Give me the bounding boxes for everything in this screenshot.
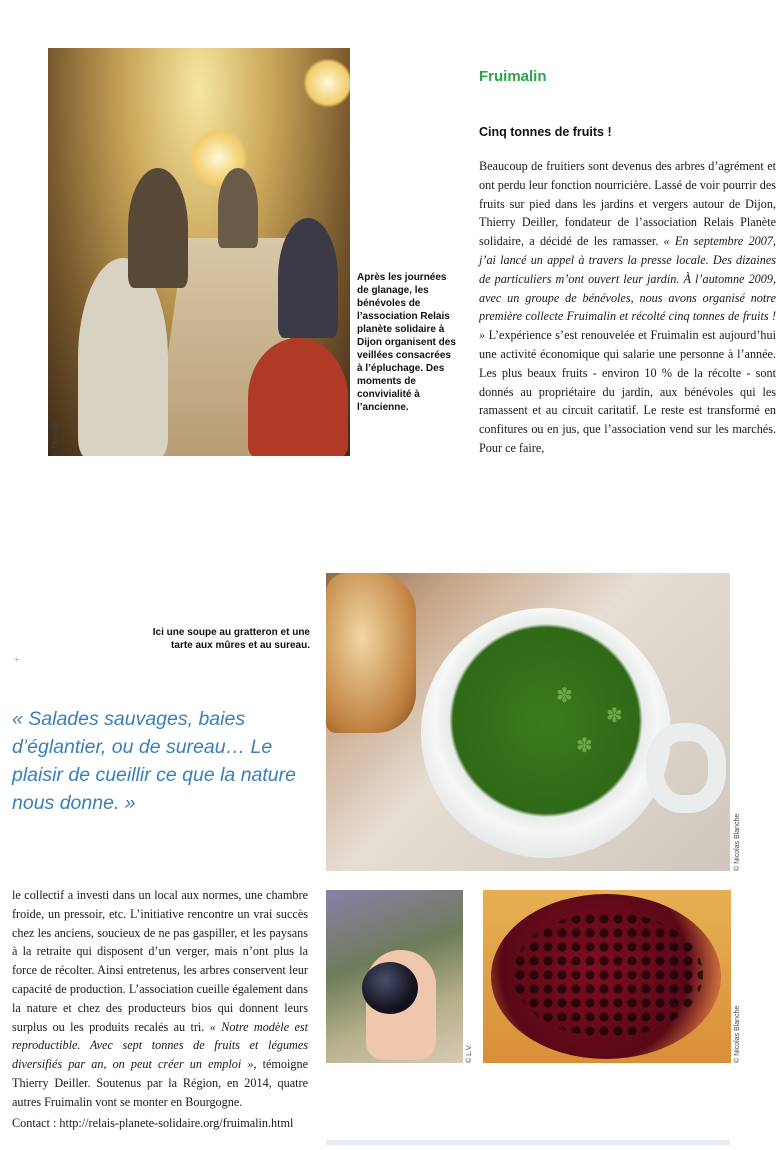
photo-caption-soup: Ici une soupe au gratteron et une tarte aux mûres et au sureau. [152, 627, 310, 651]
decorative-mark: + [14, 655, 20, 666]
cup-handle [646, 723, 726, 813]
photo-credit: © Nicolas Blanche [734, 1005, 741, 1063]
lamp-glow [303, 58, 350, 108]
photo-soup [326, 573, 730, 871]
person [278, 218, 338, 338]
blackberry [362, 962, 418, 1014]
photo-caption-kitchen: Après les journées de glanage, les bénévoles de l’association Relais planète solidaire à Dijon organisent des veillées consacrées à l’épluchage. Des moments de convivialité à l’ancienne. [357, 272, 456, 413]
section-title: Fruimalin [479, 68, 547, 85]
article-column-1 [479, 157, 776, 458]
divider [326, 1140, 730, 1145]
herb: ✽ [576, 735, 593, 757]
photo-volunteers-peeling [48, 48, 350, 456]
person [128, 168, 188, 288]
bread [326, 573, 416, 733]
pull-quote: « Salades sauvages, baies d’églantier, ou de sureau… Le plaisir de cueillir ce que la nature nous donne. » [12, 708, 296, 814]
photo-credit: © L.V. [466, 1044, 473, 1063]
berries-on-tart [513, 912, 703, 1037]
paragraph: Beaucoup de fruitiers sont devenus des arbres d’agrément et ont perdu leur fonction nourricière. Lassé de voir pourrir des fruits sur pied dans les jardins et vergers autour de Dijon, Thierry Deiller, fondateur de l’association Relais Planète solidaire, a décidé de les ramasser. [479, 159, 776, 249]
paragraph: témoigne Thierry Deiller. Soutenus par la Région, en 2014, quatre autres Fruimalin vont se monter en Bourgogne. [12, 1057, 308, 1109]
quote-inline: « Notre modèle est reproductible. Avec sept tonnes de fruits et légumes diversifiés par an, on peut créer un emploi », [12, 1019, 309, 1072]
herb: ✽ [556, 685, 573, 707]
article-column-2 [12, 886, 308, 1112]
photo-credit: © Fruimalin [52, 420, 59, 456]
herb: ✽ [606, 705, 623, 727]
quote-inline: « En septembre 2007, j’ai lancé un appel à travers la presse locale. Des dizaines de particuliers m’ont ouvert leur jardin. À l’automne 2009, avec un groupe de bénévoles, nous avons organisé notre première collecte Fruimalin et récolté cinq tonnes de fruits ! » [479, 234, 777, 343]
soup-cup [421, 608, 671, 858]
article-heading: Cinq tonnes de fruits ! [479, 125, 612, 139]
photo-tart [483, 890, 731, 1063]
photo-credit: © Nicolas Blanche [734, 813, 741, 871]
paragraph: L’expérience s’est renouvelée et Fruimalin est aujourd’hui une activité économique qui salarie une personne à l’année. Les plus beaux fruits - environ 10 % de la récolte - sont donnés au propriétaire du jardin, aux bénévoles qui les ramassent et au circuit caritatif. Le reste est transformé en confitures ou en jus, que l’association vend sur les marchés. Pour ce faire, [479, 328, 776, 455]
photo-blackberry-hand [326, 890, 463, 1063]
person [248, 338, 348, 456]
paragraph: le collectif a investi dans un local aux normes, une chambre froide, un pressoir, etc. L’initiative rencontre un vrai succès chez les anciens, soucieux de ne pas gaspiller, et les paysans à la retraite qui disposent d’un verger, mais n’ont plus la force de récolter. Ainsi entretenus, les arbres conservent leur capacité de production. L’association cueille également dans la nature et chez des producteurs bios qui donnent leurs surplus ou les produits recalés au tri. [12, 888, 308, 1034]
contact-line: Contact : http://relais-planete-solidaire.org/fruimalin.html [12, 1116, 294, 1130]
person [218, 168, 258, 248]
